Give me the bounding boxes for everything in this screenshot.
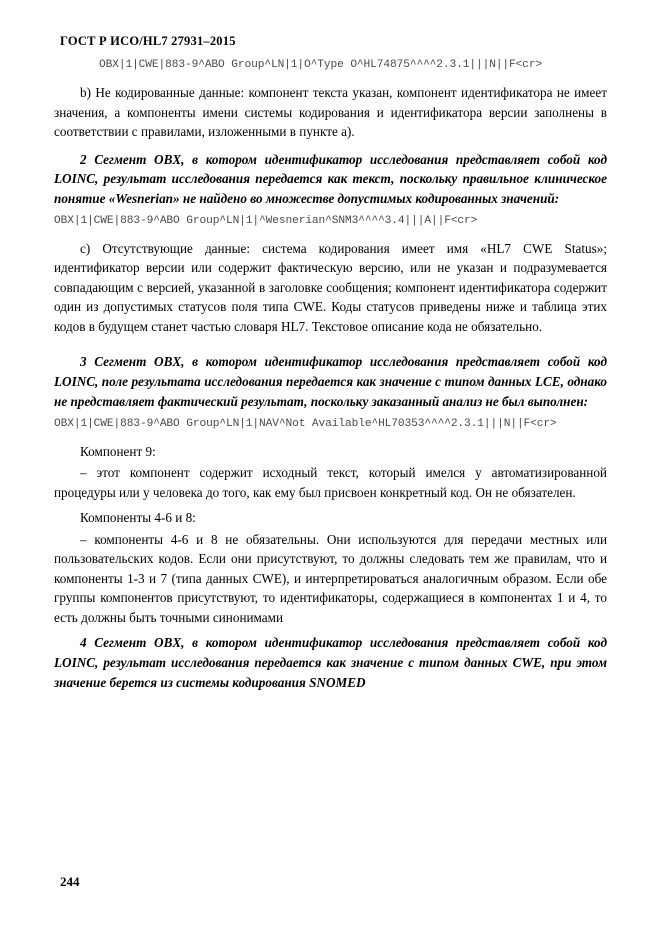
components-46-body: – компоненты 4-6 и 8 не обязательны. Они используются для передачи местных или пользовательских кодов. Если они присутствуют, то должны следовать тем же правилам, что и компоненты 1-3 и 7 (типа данных CWE), и интерпретироваться аналогичным образом. Если обе группы компонентов присутствуют, то идентификаторы, содержащиеся в компонентах 1 и 4, то есть должны быть точными синонимами <box>54 531 607 625</box>
code-line-2: OBX|1|CWE|883-9^ABO Group^LN|1|^Wesnerian^SNM3^^^^3.4|||A||F<cr> <box>54 214 478 227</box>
paragraph-c: c) Отсутствующие данные: система кодирования имеет имя «HL7 CWE Status»; идентификатор версии или содержит фактическую версию, или не указан и подразумевается совпадающим с версией, указанной в заголовке сообщения; компонент идентификатора содержит один из допустимых статусов поля типа CWE. Коды статусов приведены ниже и таблица этих кодов в будущем станет частью словаря HL7. Текстовое описание кода не обязательно. <box>54 240 607 334</box>
code-line-3: OBX|1|CWE|883-9^ABO Group^LN|1|NAV^Not Available^HL70353^^^^2.3.1|||N||F<cr> <box>54 417 557 430</box>
component-9-title: Компонент 9: <box>80 443 156 459</box>
page-number: 244 <box>60 874 80 889</box>
paragraph-example-4: 4 Сегмент OBX, в котором идентификатор исследования представляет собой код LOINC, результат исследования передается как значение с типом данных CWE, при этом значение берется из системы кодирования SNOMED <box>54 635 607 690</box>
component-9-body: – этот компонент содержит исходный текст, который имелся у автоматизированной процедуры или у человека до того, как ему был присвоен конкретный код. Он не обязателен. <box>54 465 607 500</box>
paragraph-example-2: 2 Сегмент OBX, в котором идентификатор исследования представляет собой код LOINC, результат исследования передается как текст, поскольку правильное клиническое понятие «Wesnerian» не найдено во множестве допустимых кодированных значений: <box>54 151 607 207</box>
components-46-title: Компоненты 4-6 и 8: <box>80 510 196 526</box>
page-title: ГОСТ Р ИСО/HL7 27931–2015 <box>60 34 236 48</box>
paragraph-example-3: 3 Сегмент OBX, в котором идентификатор исследования представляет собой код LOINC, поле результата исследования передается как значение с типом данных LCE, однако не представляет фактический результат, поскольку заказанный анализ не был выполнен: <box>54 354 607 409</box>
paragraph-b: b) Не кодированные данные: компонент текста указан, компонент идентификатора не имеет значения, а компоненты имени системы кодирования и идентификатора версии заполнены в соответствии с правилами, изложенными в пункте а). <box>54 85 607 139</box>
code-line-1: OBX|1|CWE|883-9^ABO Group^LN|1|O^Type O^HL74875^^^^2.3.1|||N||F<cr> <box>99 59 543 71</box>
